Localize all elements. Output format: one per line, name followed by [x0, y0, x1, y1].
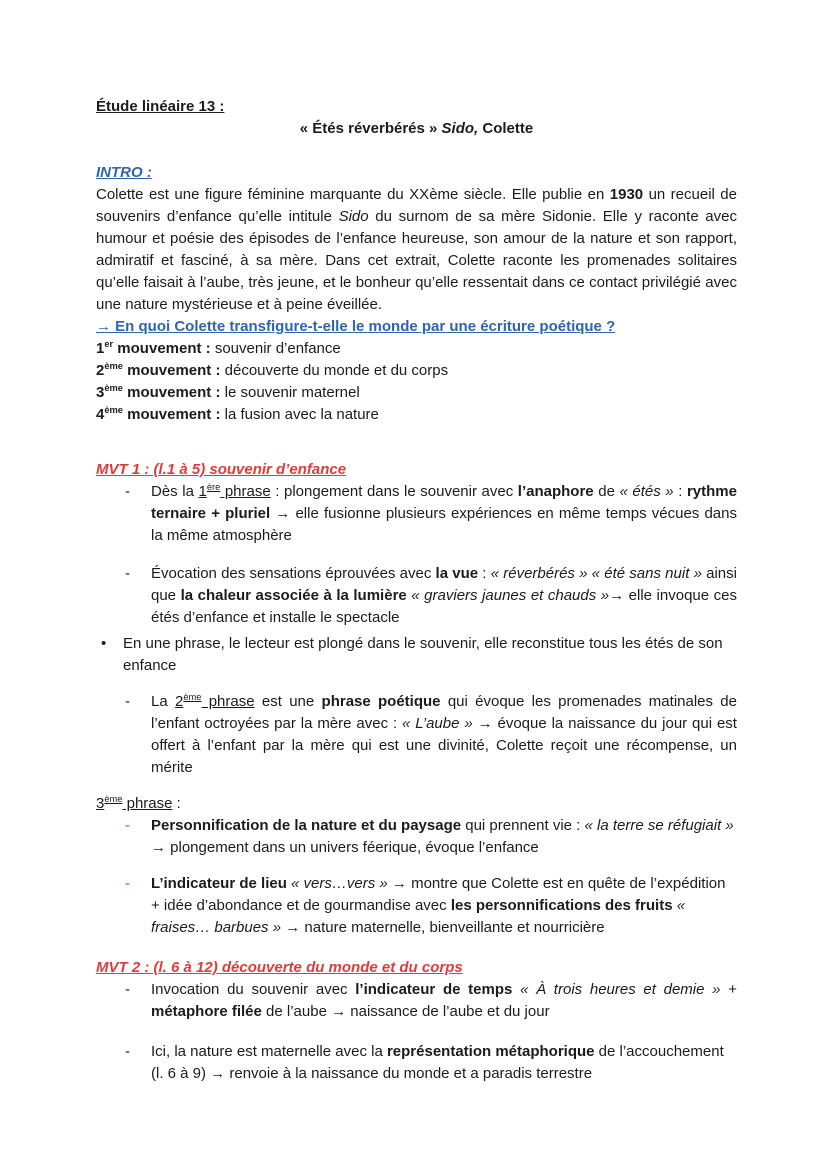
text-run: + [720, 981, 737, 998]
text-run: la chaleur associée à la lumière [180, 587, 407, 604]
text-run: ère [206, 482, 221, 492]
doc-title [96, 96, 737, 118]
text-run: « réverbérés » « été sans nuit » [490, 565, 702, 582]
dash-marker: - [125, 875, 130, 892]
dash-marker: - [125, 565, 130, 582]
dash-marker: - [125, 817, 130, 834]
phrase3-heading [96, 793, 737, 815]
text-run: la fusion avec la nature [220, 406, 379, 423]
text-run: : [673, 483, 687, 500]
text-run: « graviers jaunes et chauds » [411, 587, 610, 604]
intro-heading [96, 162, 737, 184]
text-run: → plongement dans un univers féerique, évoque l’enfance [151, 839, 539, 856]
text-run: « la terre se réfugiait » [584, 817, 734, 834]
text-run: er [104, 339, 114, 349]
text-run: phrase poétique [321, 693, 441, 710]
text-run: ème [104, 361, 123, 371]
text-run: « Étés réverbérés » [299, 120, 442, 137]
list-item [96, 481, 737, 547]
text-run: l’anaphore [517, 483, 594, 500]
text-run: Invocation du souvenir avec [151, 981, 356, 998]
text-run: mouvement : [122, 362, 221, 379]
text-run: phrase [122, 795, 173, 812]
text-run: découverte du monde et du corps [220, 362, 449, 379]
text-run: → elle invoque ces étés d’enfance et installe le spectacle [151, 587, 737, 626]
text-run: de l’accouchement (l. 6 à 9) → renvoie à la naissance du monde et a paradis terrestre [151, 1043, 724, 1082]
text-run: ainsi que [151, 565, 737, 604]
text-run: 4 [96, 406, 105, 423]
text-run: est une [254, 693, 322, 710]
text-run: « fraises… barbues » [151, 897, 686, 936]
text-run: 1 [96, 340, 105, 357]
list-item [96, 1041, 737, 1085]
text-run: → elle fusionne plusieurs expériences en même temps vécues dans la même atmosphère [151, 505, 737, 544]
document-content [96, 96, 737, 1085]
movement-line-2 [96, 360, 737, 382]
text-run: En une phrase, le lecteur est plongé dans le souvenir, elle reconstitue tous les étés de son enfance [123, 635, 723, 674]
text-run: → nature maternelle, bienveillante et nourricière [281, 919, 605, 936]
list-item [96, 633, 737, 677]
text-run: : [478, 565, 491, 582]
text-run: représentation métaphorique [386, 1043, 595, 1060]
movement-line-4 [96, 404, 737, 426]
text-run: de l’aube → naissance de l’aube et du jour [261, 1003, 550, 1020]
text-run: « vers…vers » [291, 875, 388, 892]
intro-paragraph [96, 184, 737, 316]
text-run: 2 [174, 693, 184, 710]
text-run [512, 981, 520, 998]
text-run: Sido [338, 208, 369, 225]
text-run: souvenir d’enfance [210, 340, 341, 357]
text-run: Étude linéaire 13 : [96, 98, 225, 115]
mvt1-section [96, 459, 737, 939]
text-run: la vue [435, 565, 479, 582]
intro-section [96, 162, 737, 426]
dash-marker: - [125, 1043, 130, 1060]
text-run: MVT 1 : (l.1 à 5) souvenir d’enfance [96, 461, 347, 478]
list-item [96, 979, 737, 1023]
text-run: → évoque la naissance du jour qui est offert à l’enfant par la mère qui est une divinité, Colette reçoit une récompense, un mérite [151, 715, 737, 776]
dot-marker: • [101, 635, 107, 652]
list-item [96, 873, 737, 939]
text-run: phrase [220, 483, 271, 500]
text-run: phrase [201, 693, 255, 710]
text-run: les personnifications des fruits [450, 897, 673, 914]
text-run: 3 [96, 795, 105, 812]
dash-marker: - [125, 693, 130, 710]
dash-marker: - [125, 981, 130, 998]
text-run: qui prennent vie : [461, 817, 585, 834]
text-run: 2 [96, 362, 105, 379]
text-run: L’indicateur de lieu [151, 875, 287, 892]
text-run: ème [104, 383, 123, 393]
mvt2-section [96, 957, 737, 1085]
problem-question [96, 316, 737, 338]
text-run: mouvement : [113, 340, 211, 357]
text-run: → En quoi Colette transfigure-t-elle le monde par une écriture poétique ? [96, 318, 616, 335]
text-run: ème [183, 692, 202, 702]
text-run: un recueil de souvenirs d’enfance qu’elle intitule [96, 186, 737, 225]
text-run: : plongement dans le souvenir avec [270, 483, 518, 500]
list-item [96, 691, 737, 779]
list-item [96, 815, 737, 859]
text-run: qui évoque les promenades matinales de l’enfant octroyées par la mère avec : [151, 693, 737, 732]
text-run: « étés » [619, 483, 674, 500]
text-run: Sido, [441, 120, 479, 137]
text-run: MVT 2 : (l. 6 à 12) découverte du monde et du corps [96, 959, 463, 976]
text-run: rythme ternaire + pluriel [151, 483, 737, 522]
text-run: Évocation des sensations éprouvées avec [151, 565, 436, 582]
text-run: « L’aube » [402, 715, 473, 732]
mvt2-heading [96, 957, 737, 979]
text-run: Dès la [151, 483, 199, 500]
text-run: Colette est une figure féminine marquante du XXème siècle. Elle publie en [96, 186, 610, 203]
text-run: de [593, 483, 620, 500]
text-run: ème [104, 405, 123, 415]
header-section [96, 96, 737, 140]
dash-marker: - [125, 483, 130, 500]
text-run: « À trois heures et demie » [520, 981, 721, 998]
text-run: 1930 [609, 186, 644, 203]
text-run: ème [104, 794, 123, 804]
text-run: Ici, la nature est maternelle avec la [151, 1043, 387, 1060]
text-run: 1 [198, 483, 207, 500]
mvt1-heading [96, 459, 737, 481]
text-run: INTRO : [96, 164, 152, 181]
text-run: Colette [478, 120, 534, 137]
text-run: le souvenir maternel [220, 384, 360, 401]
movement-line-1 [96, 338, 737, 360]
text-run: : [172, 795, 181, 812]
list-item [96, 563, 737, 629]
text-run: l’indicateur de temps [355, 981, 513, 998]
work-title [96, 118, 737, 140]
text-run: → montre que Colette est en quête de l’expédition + idée d’abondance et de gourmandise avec [151, 875, 726, 914]
text-run: du surnom de sa mère Sidonie. Elle y raconte avec humour et poésie des épisodes de l’enfance heureuse, son amour de la nature et son rapport, admiratif et fasciné, à sa mère. Dans cet extrait, Colette raconte les promenades solitaires qu’elle faisait à l’aube, très jeune, et le bonheur qu’elle ressentait dans ce contact privilégié avec une nature mystérieuse et à peine éveillée. [96, 208, 737, 313]
text-run: mouvement : [122, 406, 221, 423]
text-run: Personnification de la nature et du paysage [151, 817, 462, 834]
text-run: La [151, 693, 175, 710]
text-run: mouvement : [122, 384, 221, 401]
text-run: métaphore filée [151, 1003, 262, 1020]
text-run: 3 [96, 384, 105, 401]
movement-line-3 [96, 382, 737, 404]
